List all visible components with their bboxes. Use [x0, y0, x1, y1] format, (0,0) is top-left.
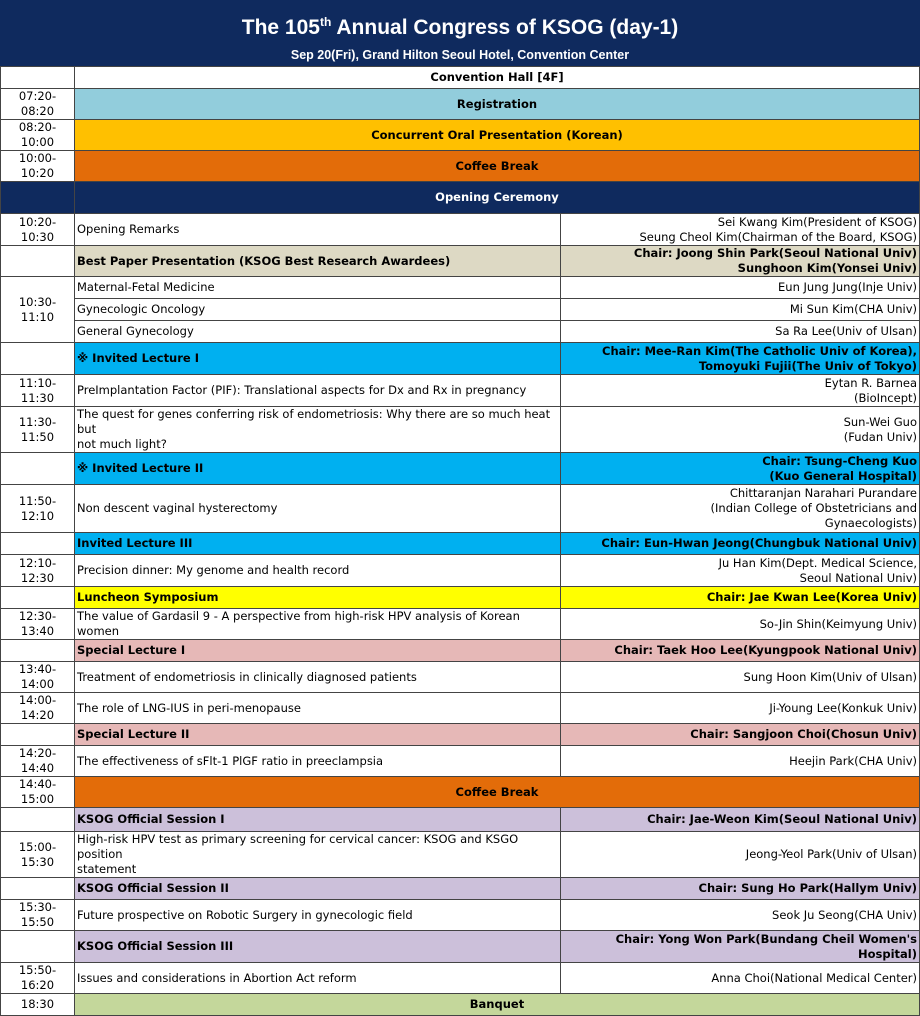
speaker-name: Seok Ju Seong(CHA Univ) [561, 900, 920, 931]
talk-title: PreImplantation Factor (PIF): Translational aspects for Dx and Rx in pregnancy [75, 375, 561, 407]
title-main: The 105 [241, 16, 320, 39]
title-rest: Annual Congress of KSOG (day-1) [331, 16, 679, 39]
chair-name: Chair: Taek Hoo Lee(Kyungpook National Univ) [561, 640, 920, 662]
time-cell: 14:00-14:20 [1, 693, 75, 724]
time-cell: 12:10-12:30 [1, 555, 75, 587]
speaker-cell [561, 407, 920, 453]
table-row [1, 609, 920, 640]
table-row [1, 182, 920, 214]
time-cell: 11:10-11:30 [1, 375, 75, 407]
speaker-name: Chittaranjan Narahari Purandare [729, 486, 917, 500]
table-row [1, 555, 920, 587]
speaker-name: Ju Han Kim(Dept. Medical Science, [718, 555, 917, 570]
talk-title: Precision dinner: My genome and health record [75, 555, 561, 587]
time-cell [1, 724, 75, 746]
speaker-name: Sun-Wei Guo [843, 414, 917, 429]
chair-name: Chair: Jae-Weon Kim(Seoul National Univ) [561, 808, 920, 832]
chair-name: Chair: Mee-Ran Kim(The Catholic Univ of Korea), [602, 343, 917, 358]
session-title: Special Lecture I [75, 640, 561, 662]
talk-title: Treatment of endometriosis in clinically diagnosed patients [75, 662, 561, 693]
table-row [1, 89, 920, 120]
speaker-affiliation: Gynaecologists) [824, 516, 917, 530]
speaker-name: Anna Choi(National Medical Center) [561, 963, 920, 994]
table-row [1, 587, 920, 609]
table-row [1, 900, 920, 931]
time-cell: 12:30-13:40 [1, 609, 75, 640]
speaker-name: Sung Hoon Kim(Univ of Ulsan) [561, 662, 920, 693]
chair-name: Chair: Sung Ho Park(Hallym Univ) [561, 878, 920, 900]
table-row [1, 407, 920, 453]
speaker-name: Jeong-Yeol Park(Univ of Ulsan) [561, 832, 920, 878]
speaker-name: Seung Cheol Kim(Chairman of the Board, KSOG) [639, 229, 917, 244]
talk-title: Future prospective on Robotic Surgery in gynecologic field [75, 900, 561, 931]
time-cell [1, 533, 75, 555]
talk-title: Opening Remarks [75, 214, 561, 246]
session-title: Coffee Break [75, 151, 920, 182]
table-row [1, 485, 920, 533]
session-title: Best Paper Presentation (KSOG Best Research Awardees) [75, 246, 561, 277]
table-row [1, 277, 920, 299]
time-cell: 15:30-15:50 [1, 900, 75, 931]
time-cell [1, 453, 75, 485]
session-title: ※ Invited Lecture I [75, 343, 561, 375]
time-cell [1, 246, 75, 277]
chair-name: Chair: Joong Shin Park(Seoul National Univ) [633, 246, 917, 260]
table-row [1, 453, 920, 485]
speaker-cell [561, 555, 920, 587]
chair-name: Chair: Eun-Hwan Jeong(Chungbuk National Univ) [561, 533, 920, 555]
talk-title: Maternal-Fetal Medicine [75, 277, 561, 299]
time-cell [1, 343, 75, 375]
talk-title: The effectiveness of sFlt-1 PlGF ratio in preeclampsia [75, 746, 561, 777]
schedule-table [0, 66, 920, 1016]
session-title: KSOG Official Session II [75, 878, 561, 900]
talk-title-line: not much light? [77, 437, 167, 451]
speaker-name: Eun Jung Jung(Inje Univ) [561, 277, 920, 299]
time-cell [1, 640, 75, 662]
session-title: KSOG Official Session III [75, 931, 561, 963]
talk-title: General Gynecology [75, 321, 561, 343]
chair-name: Tomoyuki Fujii(The Univ of Tokyo) [698, 358, 917, 373]
table-row [1, 832, 920, 878]
table-row [1, 246, 920, 277]
speaker-affiliation: Seoul National Univ) [799, 570, 917, 585]
table-row [1, 343, 920, 375]
speaker-affiliation: (BioIncept) [854, 390, 917, 405]
chair-name: Chair: Sangjoon Choi(Chosun Univ) [561, 724, 920, 746]
speaker-name: Mi Sun Kim(CHA Univ) [561, 299, 920, 321]
time-cell [1, 878, 75, 900]
time-cell: 15:00-15:30 [1, 832, 75, 878]
time-cell: 10:30-11:10 [1, 277, 75, 343]
page-subtitle: Sep 20(Fri), Grand Hilton Seoul Hotel, Convention Center [290, 48, 630, 62]
chair-cell [561, 453, 920, 485]
speaker-cell [561, 214, 920, 246]
chair-cell [561, 246, 920, 277]
session-title: Registration [75, 89, 920, 120]
speaker-name: So-Jin Shin(Keimyung Univ) [561, 609, 920, 640]
table-row [1, 640, 920, 662]
talk-title-line: statement [77, 862, 137, 876]
time-cell: 07:20-08:20 [1, 89, 75, 120]
speaker-name: Heejin Park(CHA Univ) [561, 746, 920, 777]
session-title: Invited Lecture III [75, 533, 561, 555]
speaker-cell [561, 375, 920, 407]
speaker-name: Ji-Young Lee(Konkuk Univ) [561, 693, 920, 724]
page-header [0, 0, 920, 66]
chair-name: Sunghoon Kim(Yonsei Univ) [737, 261, 917, 275]
time-cell [1, 67, 75, 89]
session-title: Concurrent Oral Presentation (Korean) [75, 120, 920, 151]
speaker-affiliation: (Fudan Univ) [843, 429, 917, 444]
table-row [1, 693, 920, 724]
chair-name: Chair: Tsung-Cheng Kuo [762, 453, 917, 468]
table-row [1, 67, 920, 89]
time-cell [1, 587, 75, 609]
table-row [1, 321, 920, 343]
time-cell: 18:30 [1, 994, 75, 1016]
chair-affiliation: (Kuo General Hospital) [769, 468, 917, 483]
speaker-affiliation: (Indian College of Obstetricians and [710, 501, 917, 515]
table-row [1, 533, 920, 555]
table-row [1, 808, 920, 832]
session-title: Coffee Break [75, 777, 920, 808]
talk-title: Gynecologic Oncology [75, 299, 561, 321]
table-row [1, 662, 920, 693]
speaker-name: Eytan R. Barnea [824, 375, 917, 390]
time-cell [1, 931, 75, 963]
chair-name: Chair: Jae Kwan Lee(Korea Univ) [561, 587, 920, 609]
time-cell: 11:50-12:10 [1, 485, 75, 533]
title-ordinal-suffix: th [319, 15, 332, 29]
session-title: Luncheon Symposium [75, 587, 561, 609]
table-row [1, 931, 920, 963]
table-row [1, 724, 920, 746]
table-row [1, 375, 920, 407]
talk-title: Non descent vaginal hysterectomy [75, 485, 561, 533]
table-row [1, 151, 920, 182]
time-cell: 08:20-10:00 [1, 120, 75, 151]
hall-label: Convention Hall [4F] [75, 67, 920, 89]
talk-title: The role of LNG-IUS in peri-menopause [75, 693, 561, 724]
table-row [1, 299, 920, 321]
table-row [1, 963, 920, 994]
table-row [1, 878, 920, 900]
table-row [1, 746, 920, 777]
speaker-name: Sei Kwang Kim(President of KSOG) [717, 214, 917, 229]
talk-title [75, 832, 561, 878]
time-cell [1, 182, 75, 214]
table-row [1, 120, 920, 151]
speaker-name: Sa Ra Lee(Univ of Ulsan) [561, 321, 920, 343]
table-row [1, 994, 920, 1016]
talk-title: The value of Gardasil 9 - A perspective from high-risk HPV analysis of Korean women [75, 609, 561, 640]
session-title: KSOG Official Session I [75, 808, 561, 832]
talk-title [75, 407, 561, 453]
page-title [0, 8, 920, 42]
talk-title-line: The quest for genes conferring risk of endometriosis: Why there are so much heat but [77, 407, 551, 436]
speaker-cell [561, 485, 920, 533]
time-cell: 10:00-10:20 [1, 151, 75, 182]
time-cell: 10:20-10:30 [1, 214, 75, 246]
time-cell [1, 808, 75, 832]
time-cell: 11:30-11:50 [1, 407, 75, 453]
table-row [1, 777, 920, 808]
chair-cell [561, 343, 920, 375]
table-row [1, 214, 920, 246]
schedule-table-wrapper [0, 66, 919, 1016]
time-cell: 13:40-14:00 [1, 662, 75, 693]
talk-title: Issues and considerations in Abortion Act reform [75, 963, 561, 994]
time-cell: 14:20-14:40 [1, 746, 75, 777]
time-cell: 15:50-16:20 [1, 963, 75, 994]
session-title: Special Lecture II [75, 724, 561, 746]
chair-name: Chair: Yong Won Park(Bundang Cheil Women's Hospital) [561, 931, 920, 963]
session-title: ※ Invited Lecture II [75, 453, 561, 485]
session-title: Opening Ceremony [75, 182, 920, 214]
talk-title-line: High-risk HPV test as primary screening for cervical cancer: KSOG and KSGO position [77, 832, 519, 861]
session-title: Banquet [75, 994, 920, 1016]
time-cell: 14:40-15:00 [1, 777, 75, 808]
